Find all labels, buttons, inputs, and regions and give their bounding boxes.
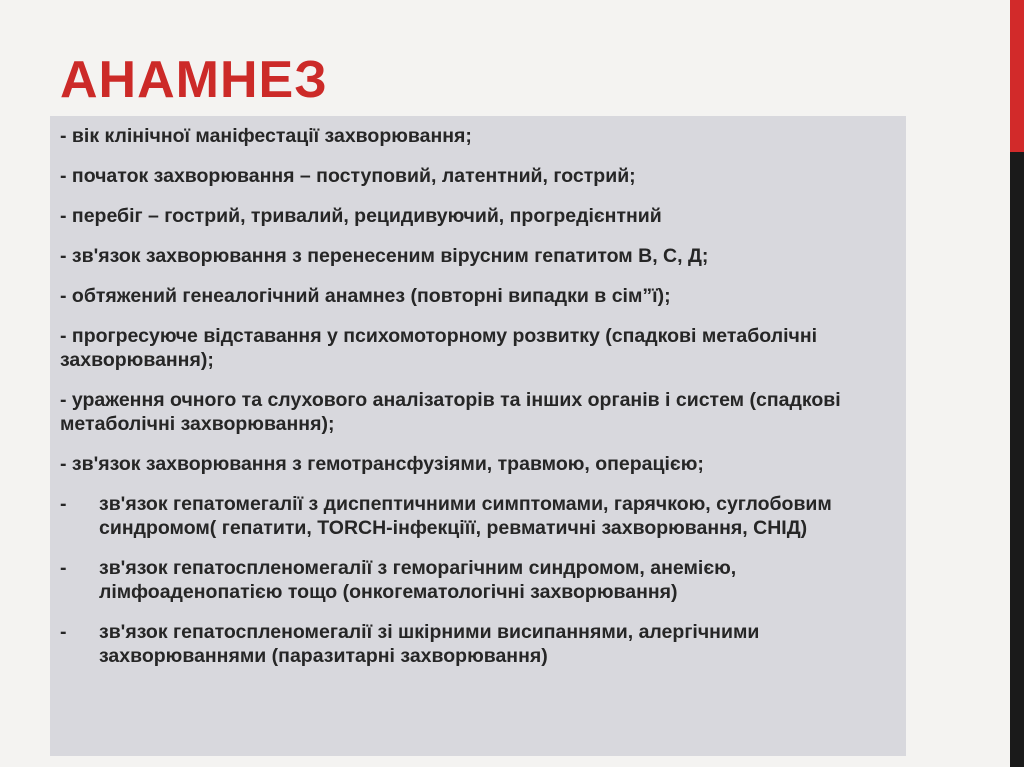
list-item-marker: - xyxy=(60,493,67,515)
list-item: - перебіг – гострий, тривалий, рецидивуючий, прогредієнтний xyxy=(60,205,662,227)
accent-bar-red xyxy=(1010,0,1024,152)
list-item-text: зв'язок гепатомегалії з диспептичними симптомами, гарячкою, суглобовим синдромом( гепатити, TORCH-інфекціїї, ревматичні захворювання, СНІД) xyxy=(99,493,832,539)
list-item: - зв'язок захворювання з гемотрансфузіями, травмою, операцією; xyxy=(60,453,704,475)
list-item: - обтяжений генеалогічний анамнез (повторні випадки в сім”ї); xyxy=(60,285,671,307)
list-item xyxy=(60,620,900,668)
list-item: - зв'язок захворювання з перенесеним вірусним гепатитом В, С, Д; xyxy=(60,245,709,267)
anamnesis-list xyxy=(60,124,900,684)
list-item-marker: - xyxy=(60,557,67,579)
list-item-marker: - xyxy=(60,621,67,643)
list-item-text: зв'язок гепатоспленомегалії з геморагічним синдромом, анемією, лімфоаденопатією тощо (онкогематологічні захворювання) xyxy=(99,557,737,603)
accent-bar-black xyxy=(1010,152,1024,767)
list-item: - ураження очного та слухового аналізаторів та інших органів і систем (спадкові метаболічні захворювання); xyxy=(60,389,841,435)
list-item: - прогресуюче відставання у психомоторному розвитку (спадкові метаболічні захворювання); xyxy=(60,325,818,371)
slide-title: АНАМНЕЗ xyxy=(60,51,328,109)
list-item-text: зв'язок гепатоспленомегалії зі шкірними висипаннями, алергічними захворюваннями (паразитарні захворювання) xyxy=(99,621,760,667)
list-item: - вік клінічної маніфестації захворювання; xyxy=(60,125,472,147)
list-item xyxy=(60,492,900,540)
list-item xyxy=(60,556,900,604)
list-item: - початок захворювання – поступовий, латентний, гострий; xyxy=(60,165,636,187)
